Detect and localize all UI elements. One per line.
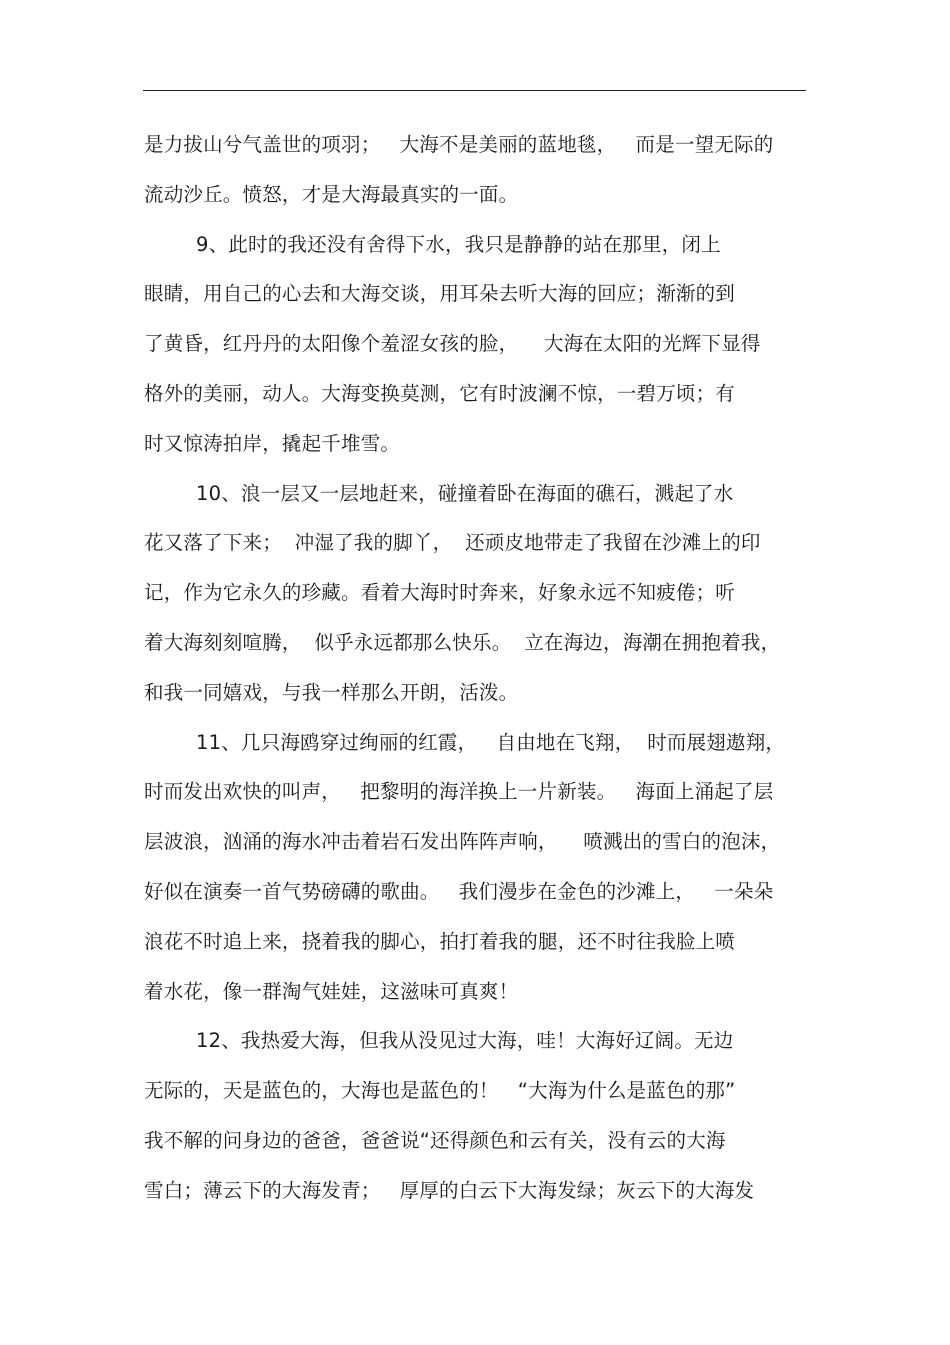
text-line: 是力拔山兮气盖世的项羽； 大海不是美丽的蓝地毯， 而是一望无际的 (144, 133, 774, 156)
text-line: 无际的，天是蓝色的，大海也是蓝色的！ “大海为什么是蓝色的那” (144, 1079, 736, 1103)
text-line: 花又落了下来； 冲湿了我的脚丫， 还顽皮地带走了我留在沙滩上的印 (144, 531, 761, 555)
text-line: 了黄昏，红丹丹的太阳像个羞涩女孩的脸， 大海在太阳的光辉下显得 (144, 332, 761, 356)
text-line: 时而发出欢快的叫声， 把黎明的海洋换上一片新装。 海面上涌起了层 (144, 780, 774, 804)
text-line: 着水花，像一群淘气娃娃，这滋味可真爽！ (144, 979, 519, 1003)
text-line: 记，作为它永久的珍藏。看着大海时时奔来，好象永远不知疲倦；听 (144, 581, 736, 605)
text-line: 和我一同嬉戏，与我一样那么开朗，活泼。 (144, 680, 519, 704)
text-line: 格外的美丽，动人。大海变换莫测，它有时波澜不惊，一碧万顷；有 (144, 381, 736, 405)
text-line: 时又惊涛拍岸，撬起千堆雪。 (144, 431, 401, 455)
body-text (144, 120, 814, 1216)
text-line: 雪白；薄云下的大海发青； 厚厚的白云下大海发绿；灰云下的大海发 (144, 1178, 755, 1202)
text-line: 好似在演奏一首气势磅礴的歌曲。 我们漫步在金色的沙滩上， 一朵朵 (144, 879, 774, 903)
text-line: 我不解的问身边的爸爸，爸爸说“还得颜色和云有关，没有云的大海 (144, 1128, 726, 1152)
text-line: 9、此时的我还没有舍得下水，我只是静静的站在那里，闭上 (196, 232, 721, 256)
text-line: 10、浪一层又一层地赶来，碰撞着卧在海面的礁石，溅起了水 (196, 481, 734, 505)
text-line: 11、几只海鸥穿过绚丽的红霞， 自由地在飞翔， 时而展翅遨翔， (196, 730, 786, 754)
text-line: 着大海刻刻喧腾， 似乎永远都那么快乐。 立在海边，海潮在拥抱着我， (144, 630, 781, 654)
text-line: 层波浪，汹涌的海水冲击着岩石发出阵阵声响， 喷溅出的雪白的泡沫， (144, 830, 781, 854)
header-rule (143, 90, 806, 91)
text-line: 眼睛，用自己的心去和大海交谈，用耳朵去听大海的回应；渐渐的到 (144, 282, 736, 306)
text-line: 流动沙丘。愤怒，才是大海最真实的一面。 (144, 182, 519, 206)
text-line: 浪花不时追上来，挠着我的脚心，拍打着我的腿，还不时往我脸上喷 (144, 929, 736, 953)
text-line: 12、我热爱大海，但我从没见过大海，哇！大海好辽阔。无边 (196, 1029, 734, 1053)
